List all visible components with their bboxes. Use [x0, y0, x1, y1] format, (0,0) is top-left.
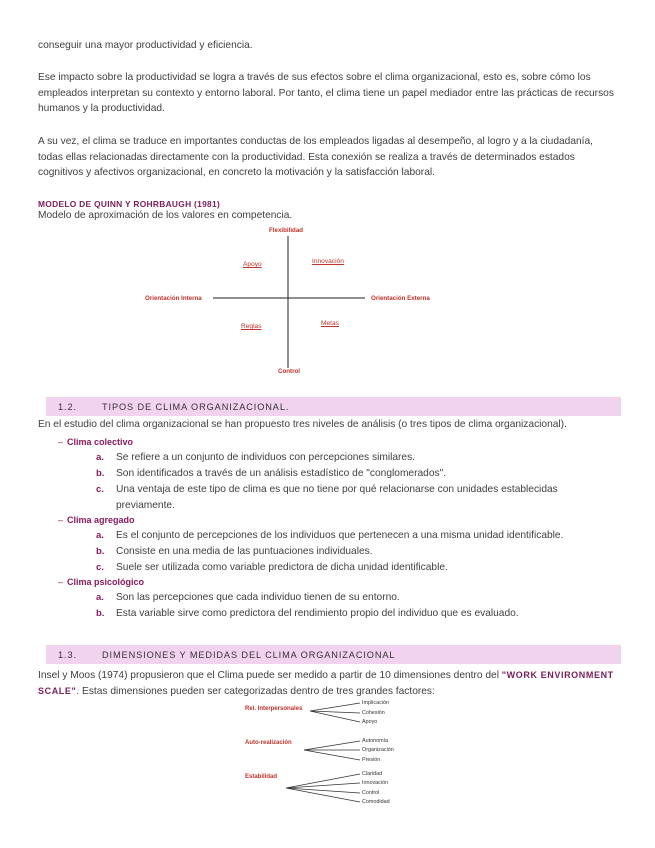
dimension-label: Cohesión	[362, 710, 385, 716]
dimension-label: Organización	[362, 747, 394, 753]
dimension-label: Autonomía	[362, 738, 389, 744]
branch	[304, 741, 360, 750]
work-environment-scale: "WORK ENVIRONMENT SCALE"	[38, 670, 614, 696]
dimension-label: Claridad	[362, 771, 383, 777]
paragraph-productivity: Ese impacto sobre la productividad se logra a través de sus efectos sobre el clima organizacional, esto es, sobre cómo los empleados interpretan su contexto y entorno laboral. Por tanto, el clima tiene un papel mediador entre las prácticas de recursos humanos y la productividad.	[38, 72, 614, 114]
item-letter: b.	[96, 546, 105, 557]
axis-top-label: Flexibilidad	[269, 227, 304, 234]
group-heading-agregado: – Clima agregado	[58, 515, 135, 525]
item-text: Es el conjunto de percepciones de los individuos que pertenecen a una misma unidad identificable.	[116, 530, 564, 541]
section-1-2-intro: En el estudio del clima organizacional se han propuesto tres niveles de análisis (o tres tipos de clima organizacional).	[38, 419, 567, 430]
group-heading-psicologico: – Clima psicológico	[58, 577, 145, 587]
section-number: 1.2.	[58, 401, 77, 412]
factor-label: Auto-realización	[245, 740, 292, 746]
item-text: Son las percepciones que cada individuo tienen de su entorno.	[116, 592, 400, 603]
quinn-subtitle: Modelo de aproximación de los valores en competencia.	[38, 210, 293, 221]
branch	[286, 774, 360, 788]
item-letter: c.	[96, 484, 104, 495]
item-text: Suele ser utilizada como variable predictora de dicha unidad identificable.	[116, 562, 448, 573]
dimension-label: Implicación	[362, 700, 389, 706]
item-text: Consiste en una media de las puntuaciones individuales.	[116, 546, 373, 557]
item-text: Son identificados a través de un análisis estadístico de "conglomerados".	[116, 468, 447, 479]
quadrant-metas: Metas	[321, 320, 339, 327]
axis-left-label: Orientación Interna	[145, 295, 202, 302]
item-letter: a.	[96, 452, 104, 463]
axis-bottom-label: Control	[278, 368, 300, 375]
axis-right-label: Orientación Externa	[371, 295, 430, 302]
dimension-label: Comodidad	[362, 799, 390, 805]
dimension-label: Innovación	[362, 780, 389, 786]
dimension-label: Apoyo	[362, 719, 378, 725]
item-text: Esta variable sirve como predictora del rendimiento propio del individuo que es evaluado.	[116, 608, 519, 619]
branch	[286, 788, 360, 793]
factor-label: Estabilidad	[245, 774, 278, 780]
item-letter: b.	[96, 608, 105, 619]
branch	[304, 750, 360, 760]
dimension-label: Control	[362, 790, 380, 796]
quadrant-apoyo: Apoyo	[243, 261, 262, 268]
section-number: 1.3.	[58, 649, 77, 660]
dimension-label: Presión	[362, 757, 381, 763]
group-heading-colectivo: – Clima colectivo	[58, 437, 134, 447]
section-title: DIMENSIONES Y MEDIDAS DEL CLIMA ORGANIZACIONAL	[102, 649, 396, 660]
item-letter: a.	[96, 530, 104, 541]
paragraph-continuation: conseguir una mayor productividad y eficiencia.	[38, 40, 253, 51]
paragraph-climate-conduct: A su vez, el clima se traduce en importantes conductas de los empleados ligadas al desempeño, al logro y a la ciudadanía, todas ellas relacionadas directamente con la productividad. Esta conexión se realiza a través de determinados estados cognitivos y afectivos organizacional, en concreto la motivación y la satisfacción laboral.	[38, 136, 593, 178]
section-1-3-intro: Insel y Moos (1974) propusieron que el Clima puede ser medido a partir de 10 dimensiones dentro del "WORK ENVIRONMENT SCALE". Estas dimensiones pueden ser categorizadas dentro de tres grandes factores:	[38, 670, 614, 697]
item-text: Una ventaja de este tipo de clima es que no tiene por qué relacionarse con unidades establecidas previamente.	[116, 484, 558, 511]
item-text: Se refiere a un conjunto de individuos con percepciones similares.	[116, 452, 416, 463]
factor-label: Rel. Interpersonales	[245, 706, 303, 712]
branch	[286, 788, 360, 802]
section-title: TIPOS DE CLIMA ORGANIZACIONAL.	[102, 401, 290, 412]
branch	[286, 783, 360, 788]
item-letter: c.	[96, 562, 104, 573]
quadrant-innovacion: Innovación	[312, 258, 344, 265]
quadrant-reglas: Reglas	[241, 323, 262, 330]
quinn-heading: MODELO DE QUINN Y ROHRBAUGH (1981)	[38, 199, 221, 209]
item-letter: b.	[96, 468, 105, 479]
item-letter: a.	[96, 592, 104, 603]
branch	[310, 703, 360, 711]
